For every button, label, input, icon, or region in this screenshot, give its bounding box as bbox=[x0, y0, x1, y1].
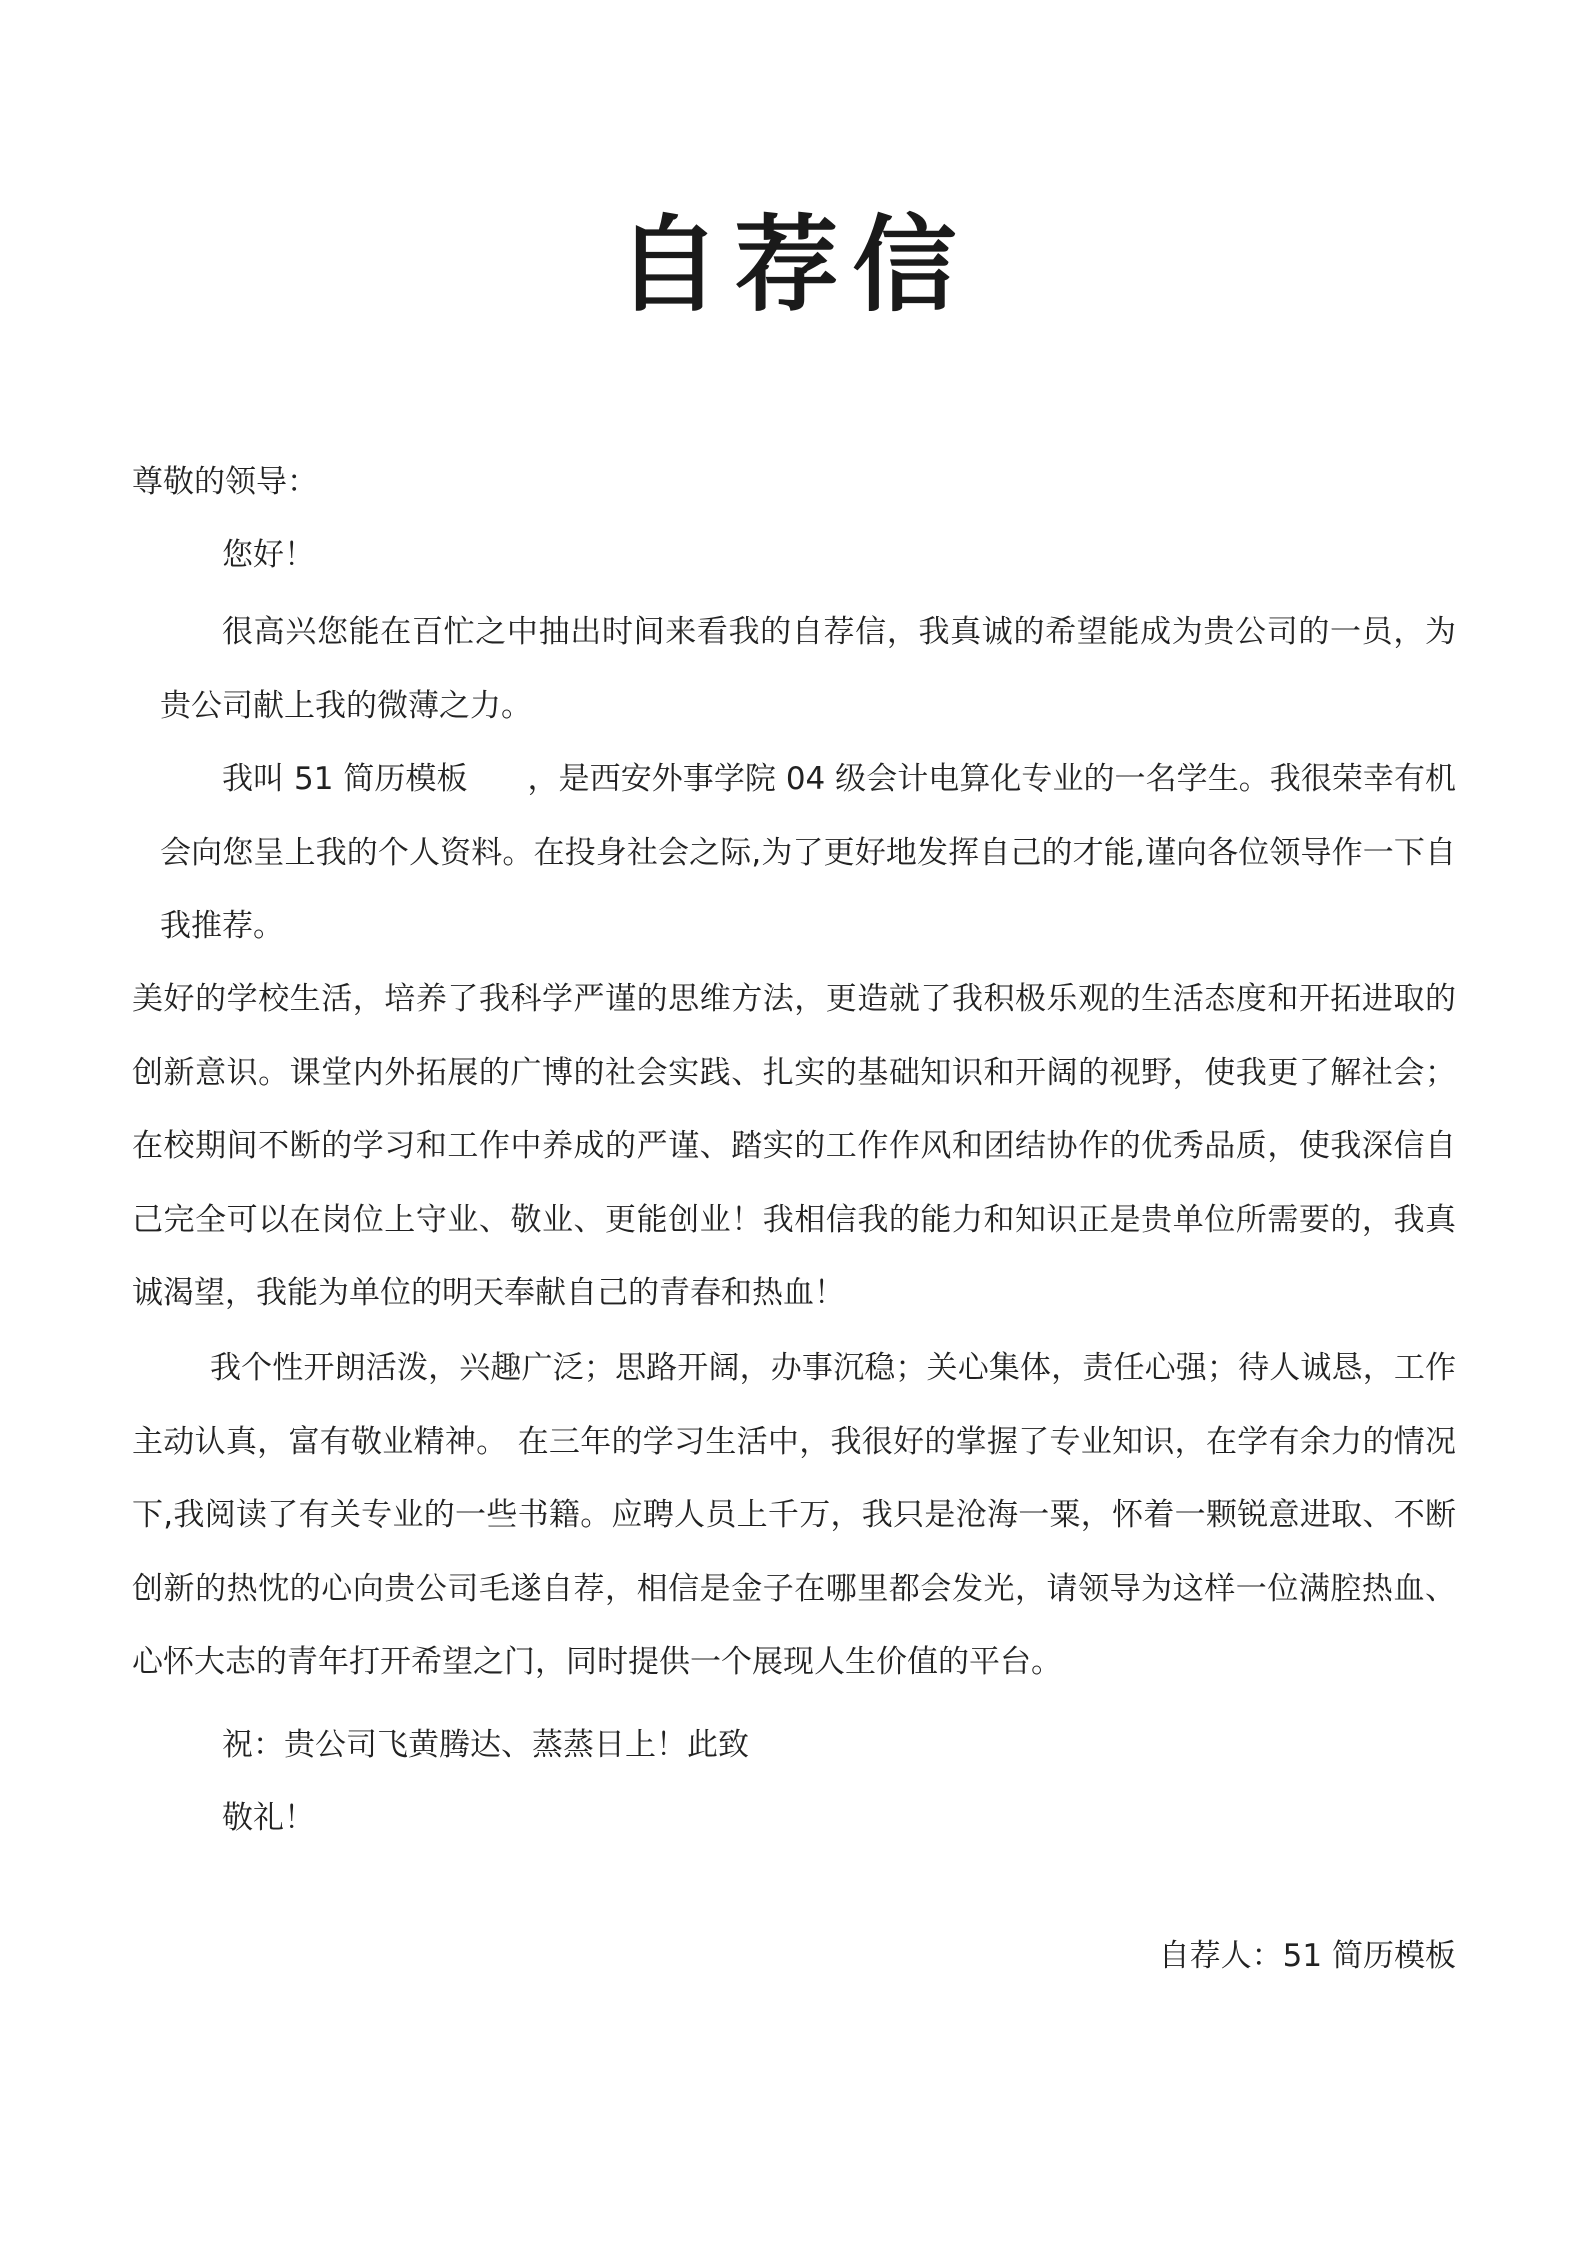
letter-greeting: 尊敬的领导： bbox=[132, 464, 318, 500]
paragraph-school-life: 美好的学校生活，培养了我科学严谨的思维方法，更造就了我积极乐观的生活态度和开拓进取的创新意识。课堂内外拓展的广博的社会实践、扎实的基础知识和开阔的视野，使我更了解社会；在校期间不断的学习和工作中养成的严谨、踏实的工作作风和团结协作的优秀品质，使我深信自己完全可以在岗位上守业、敬业、更能创业！我相信我的能力和知识正是贵单位所需要的，我真诚渴望，我能为单位的明天奉献自己的青春和热血！ bbox=[132, 981, 1456, 1311]
letter-hello: 您好！ bbox=[222, 537, 315, 573]
letter-signature: 自荐人：51 简历模板 bbox=[1158, 1938, 1456, 1974]
applicant-name-text: 我叫 51 简历模板 bbox=[222, 761, 468, 797]
paragraph-self-introduction bbox=[160, 743, 1456, 964]
paragraph-self-introduction-rest: ，是西安外事学院 04 级会计电算化专业的一名学生。我很荣幸有机会向您呈上我的个人资料。在投身社会之际,为了更好地发挥自己的才能,谨向各位领导作一下自我推荐。 bbox=[160, 761, 1456, 944]
letter-regards: 敬礼！ bbox=[222, 1800, 315, 1836]
letter-title: 自荐信 bbox=[616, 204, 971, 326]
letter-closing: 祝：贵公司飞黄腾达、蒸蒸日上！此致 bbox=[222, 1727, 749, 1763]
paragraph-intro: 很高兴您能在百忙之中抽出时间来看我的自荐信，我真诚的希望能成为贵公司的一员，为贵公司献上我的微薄之力。 bbox=[160, 614, 1456, 724]
paragraph-personality: 我个性开朗活泼，兴趣广泛；思路开阔，办事沉稳；关心集体，责任心强；待人诚恳，工作主动认真，富有敬业精神。 在三年的学习生活中，我很好的掌握了专业知识，在学有余力的情况下,我阅读了有关专业的一些书籍。应聘人员上千万，我只是沧海一粟，怀着一颗锐意进取、不断创新的热忱的心向贵公司毛遂自荐，相信是金子在哪里都会发光，请领导为这样一位满腔热血、心怀大志的青年打开希望之门，同时提供一个展现人生价值的平台。 bbox=[132, 1350, 1456, 1680]
